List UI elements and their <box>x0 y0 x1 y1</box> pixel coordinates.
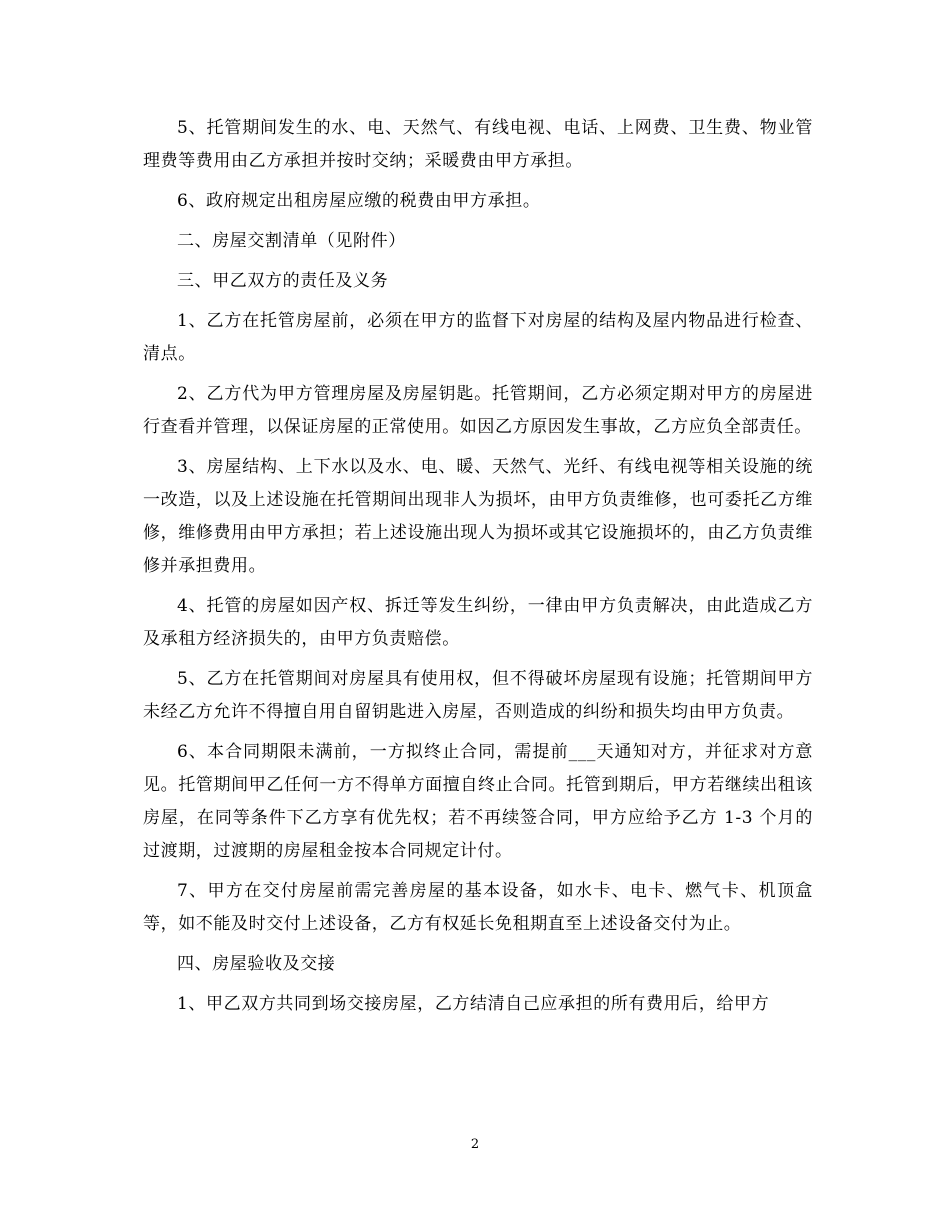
document-body <box>143 112 813 1028</box>
paragraph: 7、甲方在交付房屋前需完善房屋的基本设备，如水卡、电卡、燃气卡、机顶盒等，如不能及时交付上述设备，乙方有权延长免租期直至上述设备交付为止。 <box>143 881 813 934</box>
section-heading: 二、房屋交割清单（见附件） <box>177 231 406 251</box>
paragraph: 4、托管的房屋如因产权、拆迁等发生纠纷，一律由甲方负责解决，由此造成乙方及承租方经济损失的，由甲方负责赔偿。 <box>143 596 813 649</box>
paragraph: 3、房屋结构、上下水以及水、电、暖、天然气、光纤、有线电视等相关设施的统一改造，以及上述设施在托管期间出现非人为损坏，由甲方负责维修，也可委托乙方维修，维修费用由甲方承担；若上述设施出现人为损坏或其它设施损坏的，由乙方负责维修并承担费用。 <box>143 457 813 576</box>
page-number: 2 <box>470 1137 480 1152</box>
paragraph: 6、政府规定出租房屋应缴的税费由甲方承担。 <box>177 191 541 211</box>
paragraph: 6、本合同期限未满前，一方拟终止合同，需提前___天通知对方，并征求对方意见。托管期间甲乙任何一方不得单方面擅自终止合同。托管到期后，甲方若继续出租该房屋，在同等条件下乙方享有优先权；若不再续签合同，甲方应给予乙方 1-3 个月的过渡期，过渡期的房屋租金按本合同规定计付。 <box>143 742 813 861</box>
section-heading: 四、房屋验收及交接 <box>177 954 336 974</box>
paragraph: 5、乙方在托管期间对房屋具有使用权，但不得破坏房屋现有设施；托管期间甲方未经乙方允许不得擅自用自留钥匙进入房屋，否则造成的纠纷和损失均由甲方负责。 <box>143 669 813 722</box>
paragraph: 2、乙方代为甲方管理房屋及房屋钥匙。托管期间，乙方必须定期对甲方的房屋进行查看并管理，以保证房屋的正常使用。如因乙方原因发生事故，乙方应负全部责任。 <box>143 384 813 437</box>
paragraph: 5、托管期间发生的水、电、天然气、有线电视、电话、上网费、卫生费、物业管理费等费用由乙方承担并按时交纳；采暖费由甲方承担。 <box>143 118 813 171</box>
section-heading: 三、甲乙双方的责任及义务 <box>177 271 389 291</box>
paragraph: 1、甲乙双方共同到场交接房屋，乙方结清自己应承担的所有费用后，给甲方 <box>177 994 770 1014</box>
paragraph: 1、乙方在托管房屋前，必须在甲方的监督下对房屋的结构及屋内物品进行检查、清点。 <box>143 311 813 364</box>
